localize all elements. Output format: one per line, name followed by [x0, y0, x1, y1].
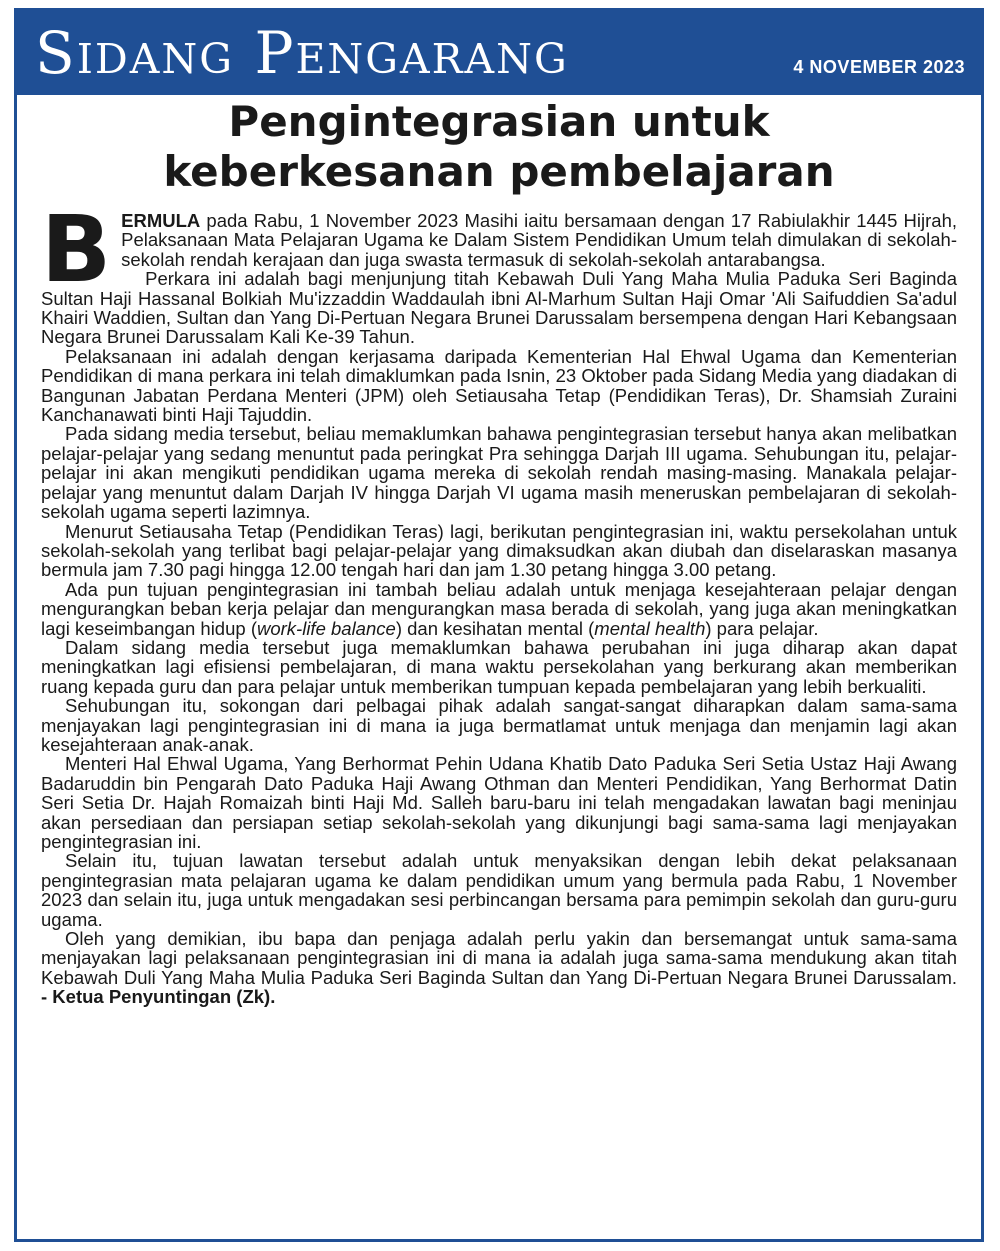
paragraph-3: Pelaksanaan ini adalah dengan kerjasama daripada Kementerian Hal Ehwal Ugama dan Kementerian Pendidikan di mana perkara ini telah dimaklumkan pada Isnin, 23 Oktober pada Sidang Media yang diadakan di Bangunan Jabatan Perdana Menteri (JPM) oleh Setiausaha Tetap (Pendidikan Teras), Dr. Shamsiah Zuraini Kanchanawati binti Haji Tajuddin. — [41, 345, 957, 426]
drop-cap: B — [41, 196, 112, 303]
paragraph-7: Dalam sidang media tersebut juga memaklumkan bahawa perubahan ini juga diharap akan dapat meningkatkan lagi efisiensi pembelajaran, di mana waktu persekolahan yang berkurang akan memberikan ruang kepada guru dan para pelajar untuk memberikan tumpuan kepada pembelajaran yang lebih berkualiti. — [41, 636, 957, 697]
paragraph-6 — [41, 580, 957, 638]
editorial-frame — [14, 8, 984, 1242]
article-headline — [17, 97, 981, 197]
article-body — [41, 196, 957, 1008]
paragraph-10: Selain itu, tujuan lawatan tersebut adalah untuk menyaksikan dengan lebih dekat pelaksanaan pengintegrasian mata pelajaran ugama ke dalam pendidikan umum yang bermula pada Rabu, 1 November 2023 dan selain itu, juga untuk mengadakan sesi perbincangan bersama para pemimpin sekolah dan guru-guru ugama. — [41, 850, 957, 930]
masthead-title: Sidang Pengarang — [35, 19, 569, 87]
paragraph-6-part-b: ) dan kesihatan mental ( — [395, 617, 595, 639]
paragraph-9: Menteri Hal Ehwal Ugama, Yang Berhormat Pehin Udana Khatib Dato Paduka Seri Setia Ustaz Haji Awang Badaruddin bin Pengarah Dato Paduka Haji Awang Othman dan Menteri Pendidikan, Yang Berhormat Datin Seri Setia Dr. Hajah Romaizah binti Haji Md. Salleh baru-baru ini telah mengadakan lawatan bagi meninjau akan persediaan dan persiapan setiap sekolah-sekolah yang dikunjungi bagi sama-sama lagi menjayakan pengintegrasian ini. — [41, 753, 957, 852]
paragraph-4: Pada sidang media tersebut, beliau memaklumkan bahawa pengintegrasian tersebut hanya akan melibatkan pelajar-pelajar yang sedang menuntut pada peringkat Pra sehingga Darjah III ugama. Sehubungan itu, pelajar-pelajar ini akan mengikuti pendidikan ugama mereka di sekolah rendah masing-masing. Manakala pelajar-pelajar yang menuntut dalam Darjah IV hingga Darjah VI ugama masih meneruskan pembelajaran di sekolah-sekolah ugama seperti lazimnya. — [41, 423, 957, 523]
lead-word: ERMULA — [121, 210, 201, 231]
headline-line-1: Pengintegrasian untuk — [228, 97, 770, 146]
paragraph-11 — [41, 929, 957, 1007]
paragraph-1-text: pada Rabu, 1 November 2023 Masihi iaitu bersamaan dengan 17 Rabiulakhir 1445 Hijrah, Pelaksanaan Mata Pelajaran Ugama ke Dalam Sistem Pendidikan Umum telah dimulakan di sekolah-sekolah rendah kerajaan dan juga swasta termasuk di sekolah-sekolah antarabangsa. — [121, 210, 957, 270]
masthead-banner — [17, 11, 981, 95]
paragraph-6-part-a: Ada pun tujuan pengintegrasian ini tambah beliau adalah untuk menjaga kesejahteraan pelajar dengan mengurangkan beban kerja pelajar dan mengurangkan masa berada di sekolah, yang juga akan meningkatkan lagi keseimbangan hidup ( — [41, 578, 957, 639]
publication-date: 4 NOVEMBER 2023 — [793, 57, 965, 77]
mental-health-term: mental health — [594, 617, 706, 639]
paragraph-1 — [41, 196, 957, 303]
paragraph-11-text: Oleh yang demikian, ibu bapa dan penjaga adalah perlu yakin dan bersemangat untuk sama-sama menjayakan lagi pelaksanaan pengintegrasian ini di mana ia adalah juga sama-sama mendukung akan titah Kebawah Duli Yang Maha Mulia Paduka Seri Baginda Sultan dan Yang Di-Pertuan Negara Brunei Darussalam. — [41, 928, 957, 988]
work-life-balance-term: work-life balance — [256, 617, 396, 639]
paragraph-8: Sehubungan itu, sokongan dari pelbagai pihak adalah sangat-sangat diharapkan dalam sama-sama menjayakan lagi pengintegrasian ini di mana ia juga bermatlamat untuk menjaga dan menjamin lagi akan kesejahteraan anak-anak. — [41, 695, 957, 755]
headline-line-2: keberkesanan pembelajaran — [163, 147, 835, 196]
byline: - Ketua Penyuntingan (Zk). — [41, 986, 276, 1008]
paragraph-2: Perkara ini adalah bagi menjunjung titah Kebawah Duli Yang Maha Mulia Paduka Seri Baginda Sultan Haji Hassanal Bolkiah Mu'izzaddin Waddaulah ibni Al-Marhum Sultan Haji Omar 'Ali Saifuddien Sa'adul Khairi Waddien, Sultan dan Yang Di-Pertuan Negara Brunei Darussalam bersempena dengan Hari Kebangsaan Negara Brunei Darussalam Kali Ke-39 Tahun. — [41, 268, 957, 348]
paragraph-6-part-c: ) para pelajar. — [705, 617, 819, 639]
paragraph-5: Menurut Setiausaha Tetap (Pendidikan Teras) lagi, berikutan pengintegrasian ini, waktu persekolahan untuk sekolah-sekolah yang terlibat bagi pelajar-pelajar yang dimaksudkan akan diubah dan diselaraskan masanya bermula jam 7.30 pagi hingga 12.00 tengah hari dan jam 1.30 petang hingga 3.00 petang. — [41, 520, 957, 581]
